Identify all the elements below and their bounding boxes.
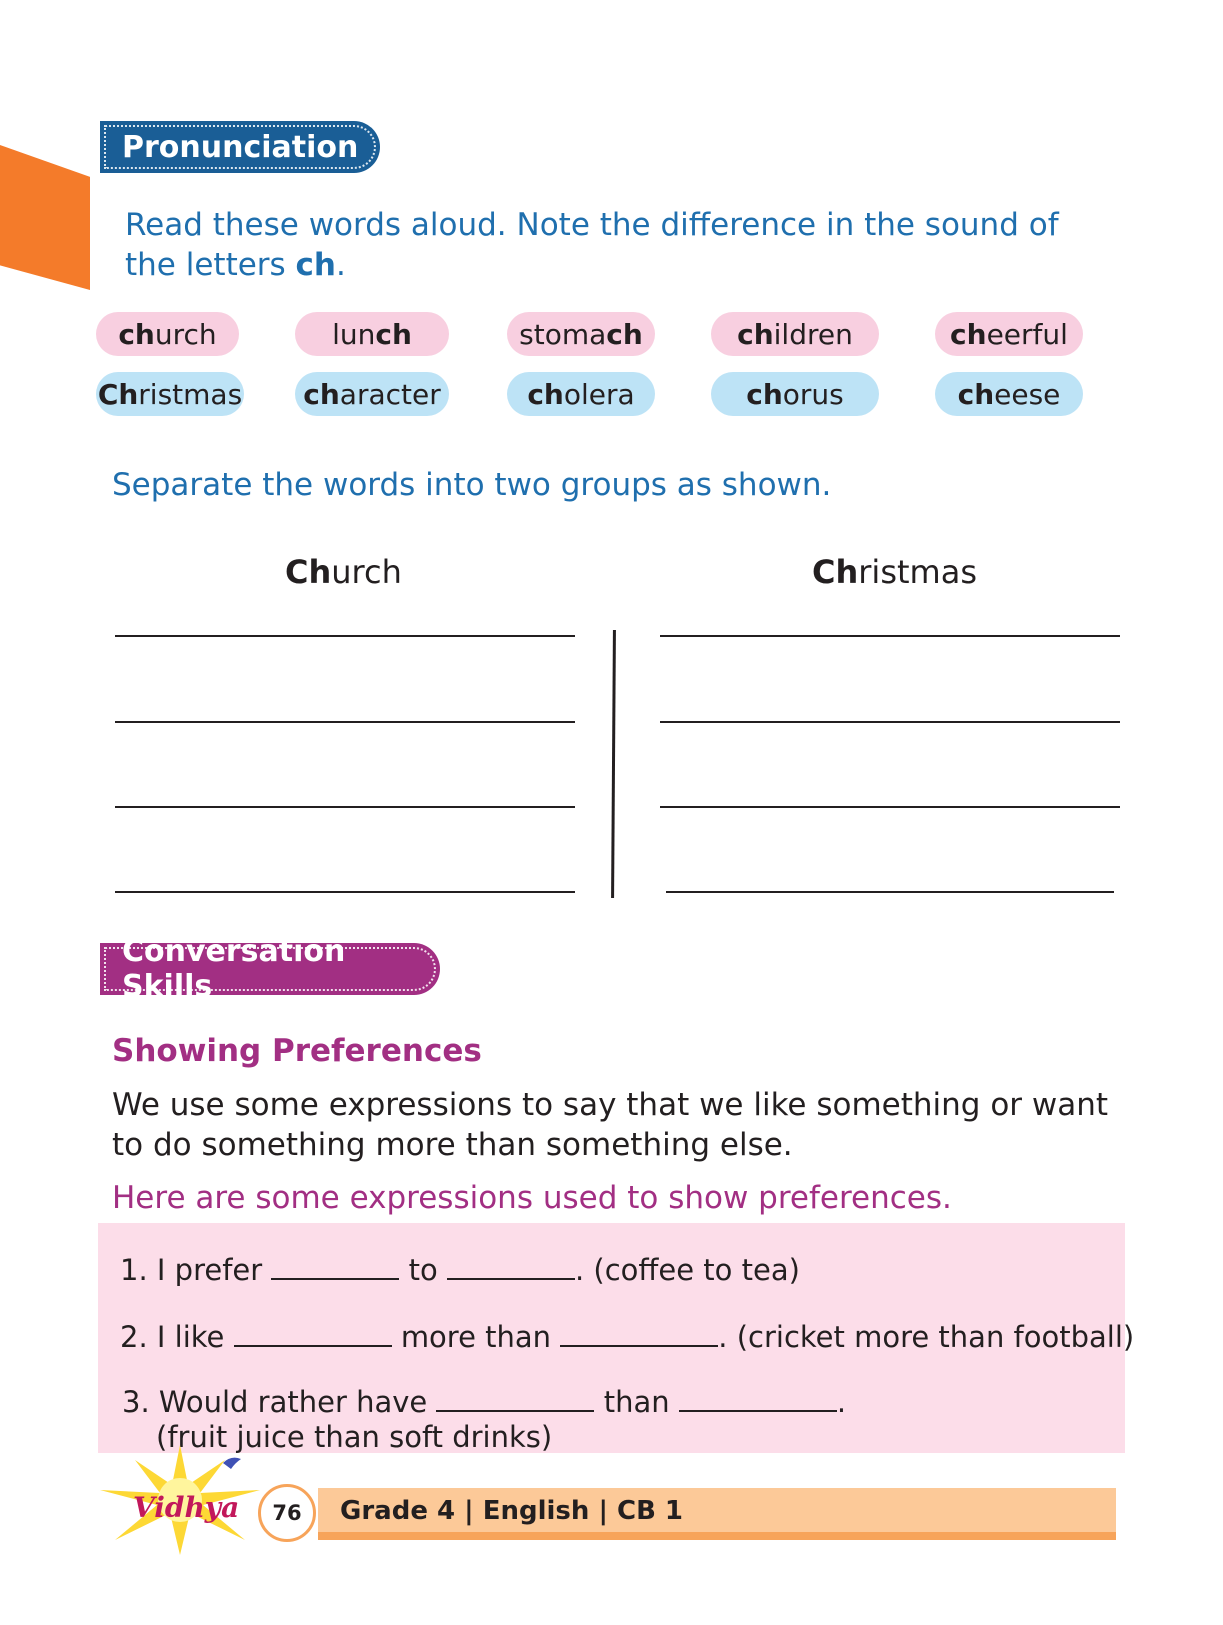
column-divider [611,630,616,898]
word-bold: ch [746,377,783,411]
blank-line[interactable] [447,1256,575,1280]
word-bold: ch [118,317,155,351]
orange-corner-tab [0,145,90,290]
word-part: eerful [986,317,1068,351]
word-bold: ch [950,317,987,351]
expression-3 [122,1385,846,1419]
expr-text: . [836,1385,847,1419]
page-number: 76 [258,1484,316,1542]
conversation-skills-tag [100,934,440,1004]
word-bold: ch [375,317,412,351]
col-rest: urch [331,553,402,591]
word-part: urch [154,317,217,351]
word-bold: ch [606,317,643,351]
answer-line[interactable] [115,806,575,808]
word-pill [507,312,655,356]
answer-line[interactable] [115,721,575,723]
word-part: lun [332,317,376,351]
column-heading-church [285,553,402,591]
expr-text: 1. I prefer [120,1253,263,1287]
preferences-explanation: We use some expressions to say that we like something or want to do something more than something else. [112,1087,1109,1163]
word-bold: ch [737,317,774,351]
word-part: stoma [519,317,607,351]
word-pill [96,372,244,416]
word-part: ildren [773,317,853,351]
answer-line[interactable] [660,721,1120,723]
preferences-intro: Here are some expressions used to show preferences. [112,1180,952,1216]
footer-text: Grade 4 | English | CB 1 [340,1496,684,1526]
expression-1 [120,1253,800,1287]
expr-text: than [603,1385,670,1419]
separate-instruction: Separate the words into two groups as shown. [112,467,832,503]
word-part: aracter [339,377,441,411]
instruction-end: . [336,247,346,283]
word-part: orus [782,377,844,411]
word-pill [711,372,879,416]
blank-line[interactable] [436,1388,594,1412]
blank-line[interactable] [560,1323,718,1347]
blank-line[interactable] [271,1256,399,1280]
answer-line[interactable] [666,891,1114,893]
word-bold: ch [957,377,995,411]
logo-text: Vidhya [133,1491,240,1524]
answer-line[interactable] [115,891,575,893]
word-pill [935,312,1083,356]
col-bold: Ch [285,553,332,591]
expression-2 [120,1320,1134,1354]
expr-text: to [408,1253,438,1287]
word-pill [935,372,1083,416]
answer-line[interactable] [660,635,1120,637]
instruction-text: Read these words aloud. Note the difference in the sound of the letters [125,207,1059,283]
expr-text: . (coffee to tea) [574,1253,800,1287]
col-rest: ristmas [858,553,977,591]
showing-preferences-heading: Showing Preferences [112,1033,482,1069]
col-bold: Ch [812,553,859,591]
word-part: eese [994,377,1061,411]
word-part: ristmas [138,377,243,411]
word-bold: ch [527,377,564,411]
blank-line[interactable] [679,1388,837,1412]
vidhya-logo [95,1445,265,1555]
expr-text: 2. I like [120,1320,225,1354]
word-pill [96,312,239,356]
word-pill [711,312,879,356]
expr-text: . (cricket more than football) [718,1320,1135,1354]
pronunciation-tag-label: Pronunciation [122,129,359,165]
word-part: olera [563,377,635,411]
column-heading-christmas [812,553,977,591]
instruction-bold: ch [295,247,336,283]
expression-3-hint: (fruit juice than soft drinks) [156,1420,553,1454]
expr-text: 3. Would rather have [122,1385,428,1419]
conversation-tag-label: Conversation Skills [122,934,346,1004]
expr-text: more than [400,1320,552,1354]
answer-line[interactable] [660,806,1120,808]
word-bold: ch [303,377,340,411]
word-pill [295,312,449,356]
word-pill [507,372,655,416]
pronunciation-tag [100,121,380,173]
bird-icon [223,1458,241,1469]
blank-line[interactable] [234,1323,392,1347]
answer-line[interactable] [115,635,575,637]
word-pill [295,372,449,416]
pronunciation-instruction [125,205,1105,285]
word-bold: Ch [97,377,139,411]
